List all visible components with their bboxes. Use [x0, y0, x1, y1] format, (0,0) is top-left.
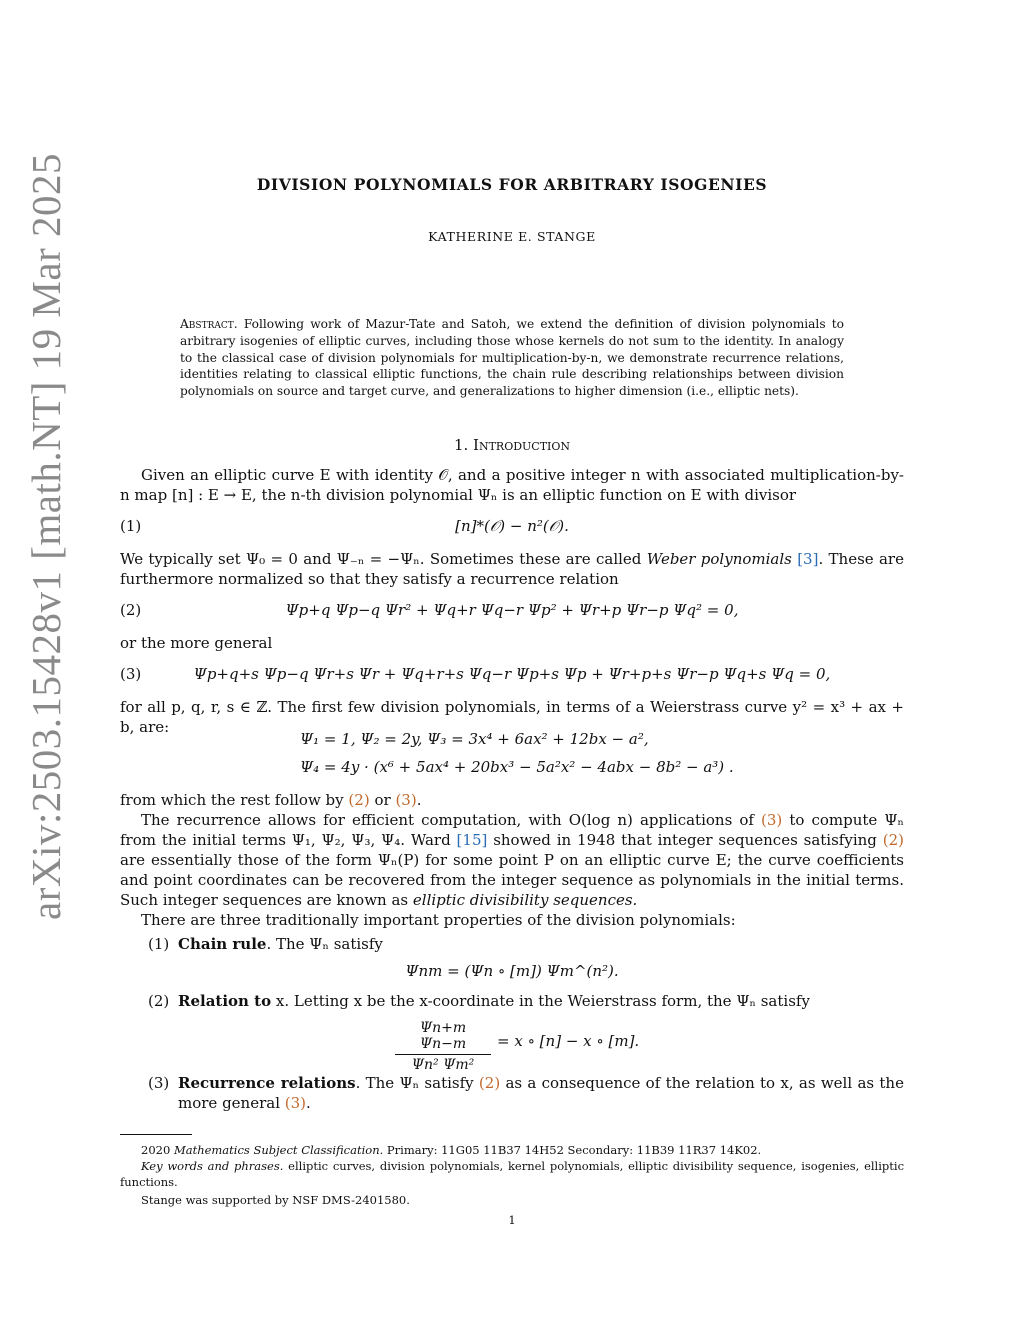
footnote-text: elliptic curves, division polynomials, kernel polynomials, elliptic divisibility sequence, isogenies, elliptic functions.	[120, 1159, 905, 1189]
property-label: (3)	[148, 1074, 170, 1092]
property-title: Relation to	[178, 992, 272, 1010]
abstract	[180, 316, 844, 400]
property-text: . The Ψₙ satisfy	[355, 1074, 474, 1092]
equation-ref-link[interactable]: (3)	[761, 811, 783, 829]
paragraph-6-text: to compute Ψₙ from the initial terms Ψ₁, Ψ₂, Ψ₃, Ψ₄. Ward	[120, 811, 904, 849]
fraction-numerator: Ψn+m Ψn−m	[419, 1020, 467, 1052]
paragraph-6-text: showed in 1948 that integer sequences satisfying	[493, 831, 877, 849]
paragraph-4: for all p, q, r, s ∈ ℤ. The first few division polynomials, in terms of a Weierstrass curve y² = x³ + ax + b, are:	[120, 698, 904, 736]
weber-polynomials-term: Weber polynomials	[646, 550, 792, 568]
citation-link[interactable]: [3]	[797, 550, 819, 568]
footnote-funding: Stange was supported by NSF DMS-2401580.	[141, 1193, 410, 1207]
property-label: (2)	[148, 992, 170, 1010]
equation-ref-link[interactable]: (3)	[395, 791, 417, 809]
footnote-keywords	[120, 1158, 904, 1190]
equation-2	[120, 601, 904, 623]
equation-ref-link[interactable]: (2)	[882, 831, 904, 849]
section-number: 1.	[453, 436, 469, 454]
section-title: Introduction	[473, 436, 571, 454]
equation-body: Ψp+q Ψp−q Ψr² + Ψq+r Ψq−r Ψp² + Ψr+p Ψr−p Ψq² = 0,	[285, 601, 739, 619]
property-text: as a consequence of the relation to x, as well as the more general	[178, 1074, 904, 1112]
fraction-bar	[395, 1054, 491, 1055]
footnote-msc	[120, 1142, 904, 1158]
footnote-text: Primary: 11G05 11B37 14H52 Secondary: 11B39 11R37 14K02.	[386, 1143, 762, 1157]
property-text: . The Ψₙ satisfy	[266, 935, 383, 953]
abstract-text: Following work of Mazur-Tate and Satoh, we extend the definition of division polynomials to arbitrary isogenies of elliptic curves, including those whose kernels do not sum to the identity. In analogy to the classical case of division polynomials for multiplication-by-n, we demonstrate recurrence relations, identities relating to classical elliptic functions, the chain rule describing relationships between division polynomials on source and target curve, and generalizations to higher dimension (i.e., elliptic nets).	[180, 317, 845, 399]
property-title: Chain rule	[178, 935, 267, 953]
footnote-year: 2020	[141, 1143, 171, 1157]
equation-ref-link[interactable]: (2)	[348, 791, 370, 809]
fraction	[395, 1020, 491, 1073]
equation-ref-link[interactable]: (3)	[284, 1094, 307, 1112]
paragraph-6	[120, 810, 904, 910]
page-number: 1	[508, 1213, 516, 1227]
equation-number: (2)	[120, 601, 142, 619]
psi-line-1: Ψ₁ = 1, Ψ₂ = 2y, Ψ₃ = 3x⁴ + 6ax² + 12bx − a²,	[300, 730, 649, 748]
paragraph-2	[120, 549, 904, 589]
fraction-denominator: Ψn² Ψm²	[411, 1057, 475, 1073]
property-item	[148, 934, 904, 954]
equation-ref-link[interactable]: (2)	[478, 1074, 501, 1092]
section-heading	[120, 436, 904, 454]
equation-1	[120, 517, 904, 539]
equation-3	[120, 665, 904, 687]
property-item	[148, 1073, 904, 1113]
property-title: Recurrence relations	[178, 1074, 356, 1092]
footnote-label: Mathematics Subject Classification.	[173, 1143, 384, 1157]
footnote-rule	[120, 1134, 192, 1135]
equation-number: (3)	[120, 665, 142, 683]
paragraph-5	[120, 790, 904, 810]
paragraph-6-text: The recurrence allows for efficient computation, with O(log n) applications of	[141, 811, 754, 829]
equation-body: [n]*(𝒪) − n²(𝒪).	[455, 517, 569, 535]
abstract-label: Abstract.	[180, 317, 238, 331]
property-text: x. Letting x be the x-coordinate in the Weierstrass form, the Ψₙ satisfy	[271, 992, 810, 1010]
property-label: (1)	[148, 935, 170, 953]
eds-term: elliptic divisibility sequences.	[412, 891, 638, 909]
paragraph-5-text: from which the rest follow by	[120, 791, 344, 809]
property-text: .	[306, 1094, 311, 1112]
paragraph-7: There are three traditionally important properties of the division polynomials:	[141, 911, 736, 929]
paragraph-5-text: .	[416, 791, 422, 809]
paragraph-5-text: or	[374, 791, 391, 809]
chain-rule-display: Ψnm = (Ψn ∘ [m]) Ψm^(n²).	[405, 962, 619, 980]
paper-title: DIVISION POLYNOMIALS FOR ARBITRARY ISOGENIES	[256, 175, 768, 194]
footnote-label: Key words and phrases.	[141, 1159, 284, 1173]
arxiv-side-stamp: arXiv:2503.15428v1 [math.NT] 19 Mar 2025	[23, 153, 69, 920]
equation-number: (1)	[120, 517, 142, 535]
equation-body: Ψp+q+s Ψp−q Ψr+s Ψr + Ψq+r+s Ψq−r Ψp+s Ψp + Ψr+p+s Ψr−p Ψq+s Ψq = 0,	[193, 665, 831, 683]
paper-author: KATHERINE E. STANGE	[428, 229, 596, 244]
property-item	[148, 991, 904, 1011]
citation-link[interactable]: [15]	[456, 831, 488, 849]
paragraph-6-text: are essentially those of the form Ψₙ(P) for some point P on an elliptic curve E; the curve coefficients and point coordinates can be recovered from the integer sequence as polynomials in the initial terms. Such integer sequences are known as	[120, 851, 904, 909]
relation-rhs: = x ∘ [n] − x ∘ [m].	[497, 1032, 640, 1050]
paragraph-1: Given an elliptic curve E with identity 𝒪, and a positive integer n with associated multiplication-by-n map [n] : E → E, the n-th division polynomial Ψₙ is an elliptic function on E with divisor	[120, 466, 904, 504]
psi-line-2: Ψ₄ = 4y · (x⁶ + 5ax⁴ + 20bx³ − 5a²x² − 4abx − 8b² − a³) .	[300, 758, 734, 776]
paragraph-2-text-end: . These are furthermore normalized so that they satisfy a recurrence relation	[120, 550, 904, 588]
paragraph-3: or the more general	[120, 634, 273, 652]
paragraph-2-text: We typically set Ψ₀ = 0 and Ψ₋ₙ = −Ψₙ. Sometimes these are called	[120, 550, 642, 568]
